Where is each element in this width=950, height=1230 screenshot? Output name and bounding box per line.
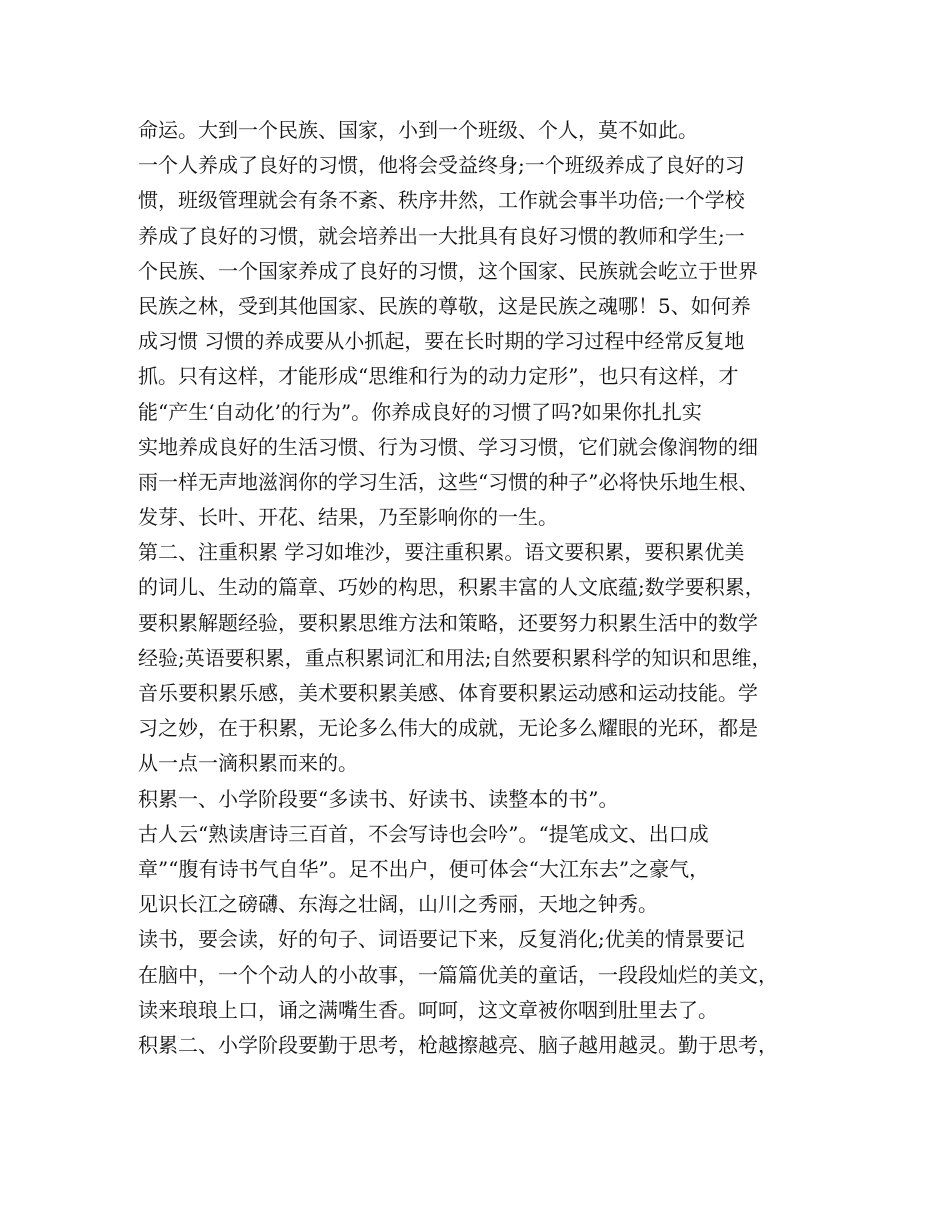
text-line: 第二、注重积累 学习如堆沙，要注重积累。语文要积累，要积累优美 xyxy=(138,540,745,565)
body-text xyxy=(138,113,828,1063)
text-line: 能“产生‘自动化’的行为”。你养成良好的习惯了吗?如果你扎扎实 xyxy=(138,399,702,424)
text-line: 养成了良好的习惯，就会培养出一大批具有良好习惯的教师和学生;一 xyxy=(138,223,745,248)
text-line: 见识长江之磅礴、东海之壮阔，山川之秀丽，天地之钟秀。 xyxy=(138,892,658,917)
text-line: 章”“腹有诗书气自华”。足不出户，便可体会“大江东去”之豪气， xyxy=(138,856,710,881)
text-line: 个民族、一个国家养成了良好的习惯，这个国家、民族就会屹立于世界 xyxy=(138,258,758,283)
text-line: 习之妙，在于积累，无论多么伟大的成就，无论多么耀眼的光环，都是 xyxy=(138,716,758,741)
text-line: 雨一样无声地滋润你的学习生活，这些“习惯的种子”必将快乐地生根、 xyxy=(138,469,759,494)
text-line: 读来琅琅上口，诵之满嘴生香。呵呵，这文章被你咽到肚里去了。 xyxy=(138,997,718,1022)
text-line: 古人云“熟读唐诗三百首，不会写诗也会吟”。“提笔成文、出口成 xyxy=(138,821,709,846)
text-line: 民族之林，受到其他国家、民族的尊敬，这是民族之魂哪！5、如何养 xyxy=(138,293,751,318)
text-line: 发芽、长叶、开花、结果，乃至影响你的一生。 xyxy=(138,505,558,530)
text-line: 命运。大到一个民族、国家，小到一个班级、个人，莫不如此。 xyxy=(138,118,698,142)
text-line: 音乐要积累乐感，美术要积累美感、体育要积累运动感和运动技能。学 xyxy=(138,681,758,705)
text-line: 抓。只有这样，才能形成“思维和行为的动力定形”，也只有这样，才 xyxy=(138,364,739,389)
text-line: 一个人养成了良好的习惯，他将会受益终身;一个班级养成了良好的习 xyxy=(138,153,745,178)
text-line: 从一点一滴积累而来的。 xyxy=(138,751,358,776)
text-line: 在脑中，一个个动人的小故事，一篇篇优美的童话，一段段灿烂的美文， xyxy=(138,962,778,987)
text-line: 经验;英语要积累，重点积累词汇和用法;自然要积累科学的知识和思维， xyxy=(138,645,772,670)
text-line: 成习惯 习惯的养成要从小抓起，要在长时期的学习过程中经常反复地 xyxy=(138,329,745,354)
text-line: 积累二、小学阶段要勤于思考，枪越擦越亮、脑子越用越灵。勤于思考， xyxy=(138,1032,778,1057)
text-line: 的词儿、生动的篇章、巧妙的构思，积累丰富的人文底蕴;数学要积累， xyxy=(138,575,765,600)
text-line: 积累一、小学阶段要“多读书、好读书、读整本的书”。 xyxy=(138,786,619,811)
text-line: 惯，班级管理就会有条不紊、秩序井然，工作就会事半功倍;一个学校 xyxy=(138,188,745,213)
text-line: 读书，要会读，好的句子、词语要记下来，反复消化;优美的情景要记 xyxy=(138,927,745,952)
text-line: 要积累解题经验，要积累思维方法和策略，还要努力积累生活中的数学 xyxy=(138,610,758,635)
text-line: 实地养成良好的生活习惯、行为习惯、学习习惯，它们就会像润物的细 xyxy=(138,434,758,459)
